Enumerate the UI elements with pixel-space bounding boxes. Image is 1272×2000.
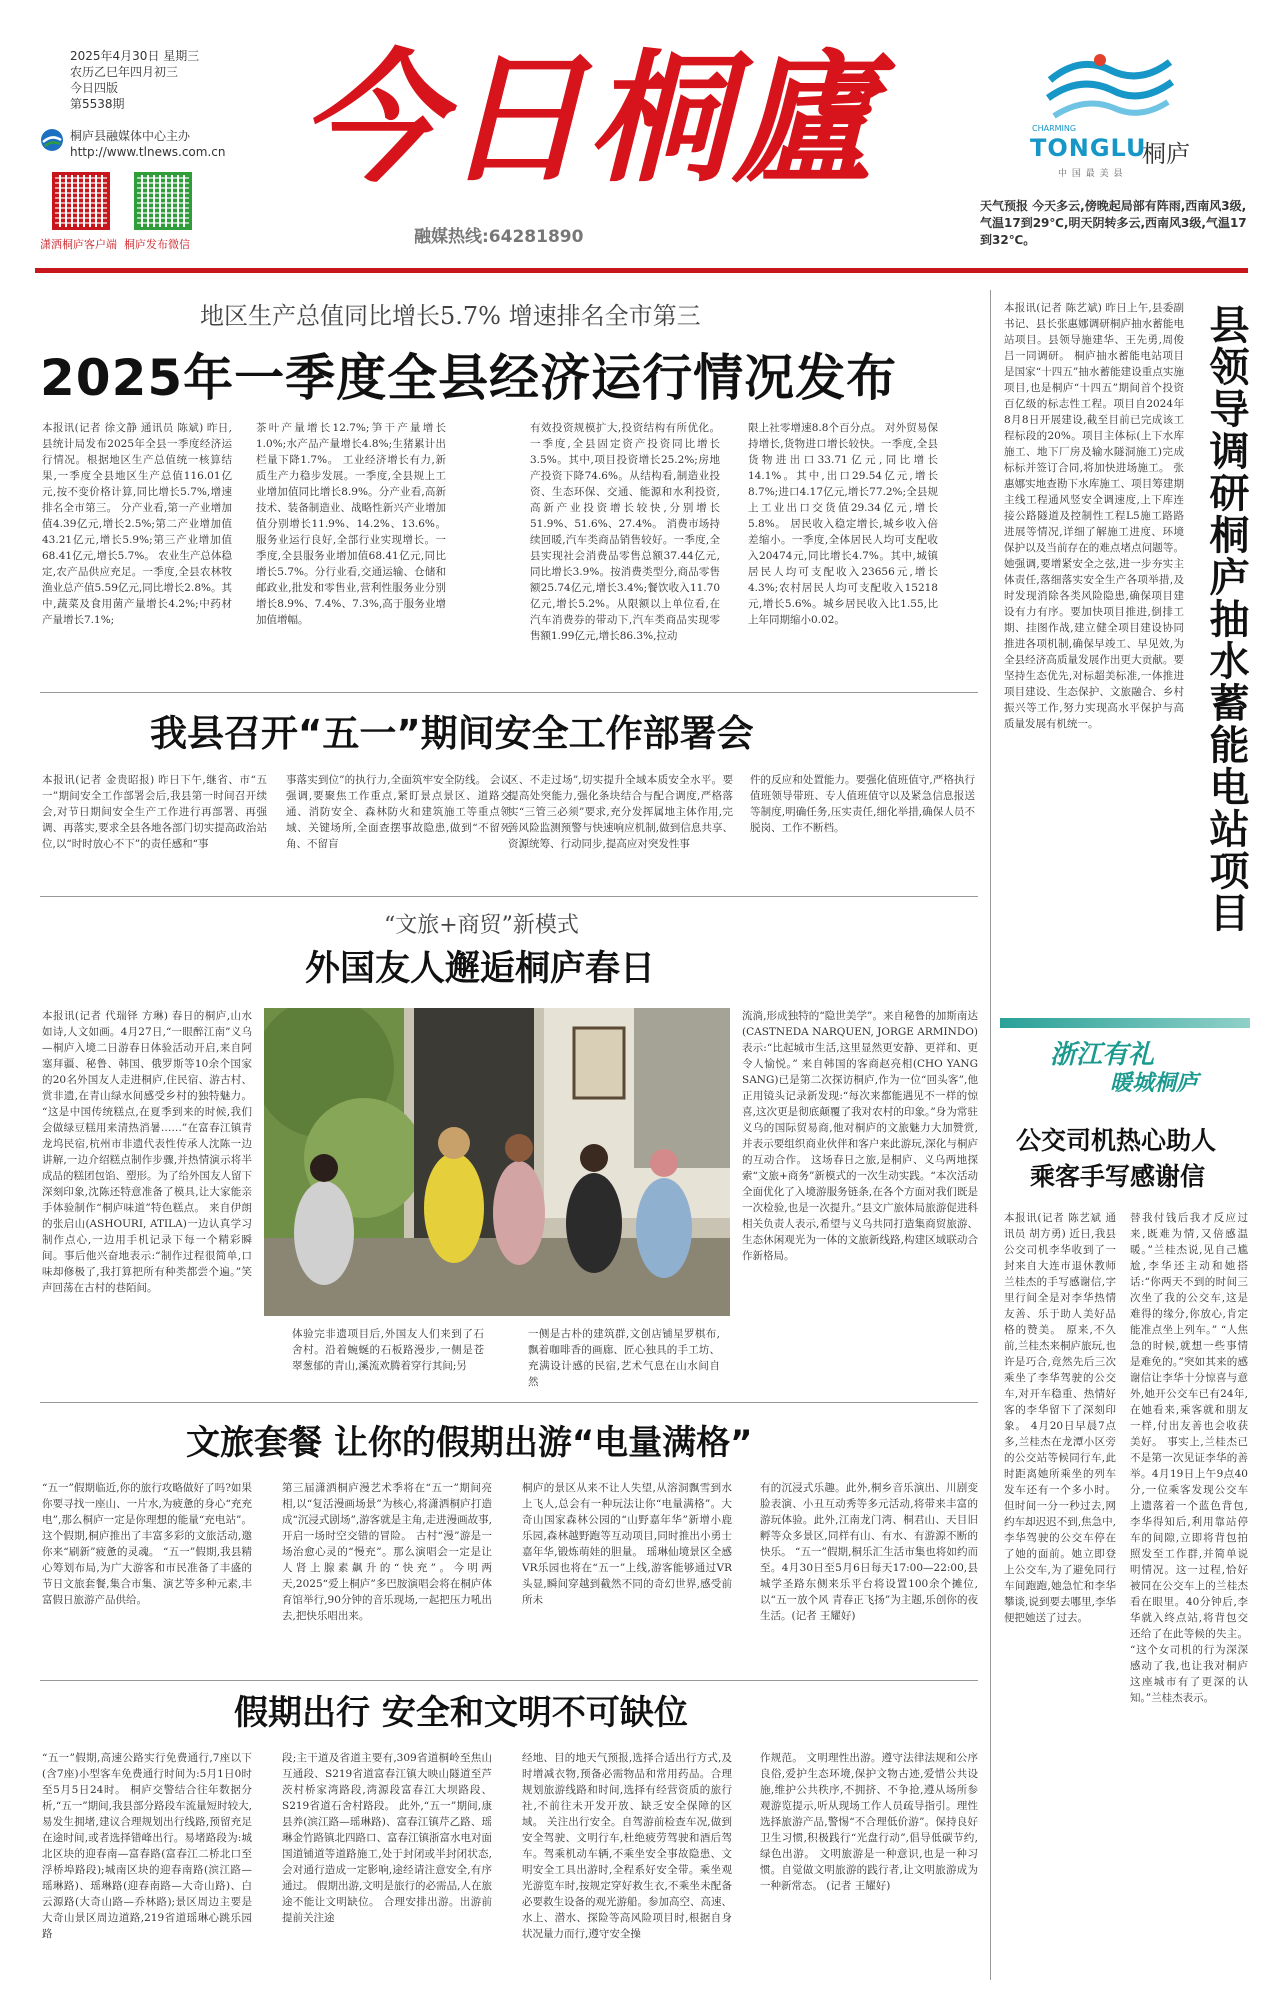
article1-title: 2025年一季度全县经济运行情况发布 (40, 349, 898, 407)
website-link[interactable]: http://www.tlnews.com.cn (70, 145, 226, 159)
article5-col3: 经地、目的地天气预报,选择合适出行方式,及时增减衣物,预备必需物品和常用药品。合理规划旅游线路和时间,选择有经营资质的旅行社,不前往未开发开放、缺乏安全保障的区域。 关注出行安全。自驾游前检查车况,做到安全驾驶、文明行车,杜绝疲劳驾驶和酒后驾车。驾乘机动车辆,不乘坐安全事故隐患、文明安全工具出游时,全程系好安全带。乘坐观光游览车时,按规定穿好救生衣,不乘坐未配备必要救生设备的观光游船。参加高空、高速、水上、潜水、探险等高风险项目时,根据自身状况量力而行,遵守安全操 (522, 1752, 732, 1940)
divider (40, 896, 978, 897)
slogan-line1: 浙江有礼 (1050, 1040, 1155, 1070)
divider (40, 1680, 978, 1681)
article5-col2: 段;主干道及省道主要有,309省道桐岭至焦山互通段、S219省道富春江镇大映山隧道至芦茨村桥家湾路段,湾源段富春江大坝路段、S219省道石舍村路段。 此外,“五一”期间,康县养(滨江路—瑶琳路)、富春江镇芹乙路、瑶琳金竹路镇北四路口、富春江镇浙富水电对面国道铺道等道路施工,处于封闭或半封闭状态,会对通行造成一定影响,途经请注意安全,有序通过。 假期出游,文明是旅行的必需品,人在旅途不能让文明缺位。 合理安排出游。出游前提前关注途 (282, 1752, 492, 1924)
brand-cn: 桐庐 (1142, 140, 1190, 168)
article1-subtitle: 地区生产总值同比增长5.7% 增速排名全市第三 (200, 302, 701, 330)
slogan-line2: 暖城桐庐 (1110, 1071, 1199, 1096)
article4-col4: 有的沉浸式乐趣。此外,桐乡音乐演出、川剧变脸表演、小丑互动秀等多元活动,将带来丰富的游玩体验。此外,江南龙门湾、桐君山、天目旧孵等众多景区,同样有山、有水、有游源不断的快乐。 “五一”假期,桐乐汇生活市集也将如约而至。4月30日至5月6日每天17:00—22:00,县城学圣路东侧来乐平台将设置100余个摊位,以“五一放个风 青春正飞扬”为主题,乐创你的夜生活。(记者 王耀好) (760, 1482, 978, 1622)
newspaper-title: 今日桐廬 (300, 37, 876, 202)
sidebar1-title: 县领导调研桐庐抽水蓄能电站项目 (1203, 304, 1249, 934)
article3-col-left: 本报讯(记者 代瑞铎 方琳) 春日的桐庐,山水如诗,人文如画。4月27日,“一眼醉江南”义乌—桐庐入境二日游春日体验活动开启,来自阿塞拜疆、秘鲁、韩国、俄罗斯等10余个国家的20名外国友人走进桐庐,住民宿、游古村、赏非遗,在青山绿水间感受乡村的独特魅力。 “这是中国传统糕点,在夏季到来的时候,我们会做绿豆糕用来清热消暑……”在富春江镇青龙坞民宿,杭州市非遗代表性传承人沈陈一边讲解,一边介绍糕点制作步骤,并热情演示将半成品的糕团包馅、塑形。为了给外国友人留下深刻印象,沈陈还特意准备了模具,让大家能亲手体验制作“桐庐味道”特色糕点。 来自伊朗的张启山(ASHOURI, ATILA)一边认真学习制作点心,一边用手机记录下每一个精彩瞬间。事后他兴奋地表示:“制作过程很简单,口味却修极了,我打算把所有种类都尝个遍。”笑声回荡在古村的巷陌间。 (42, 1010, 252, 1294)
client-qr-code[interactable] (52, 172, 110, 230)
media-center-logo (40, 128, 64, 152)
media-center-logo-icon (40, 128, 64, 152)
sponsor-text: 桐庐县融媒体中心主办 (70, 129, 191, 143)
client-qr-label: 潇洒桐庐客户端 (40, 238, 117, 251)
sidebar2-title-line1: 公交司机热心助人 (1016, 1126, 1217, 1155)
article4-col2: 第三届潇洒桐庐漫艺术季将在“五一”期间亮相,以“复活漫画场景”为核心,将潇洒桐庐打造成“沉浸式剧场”,游客就是主角,走进漫画故事,开启一场时空交错的冒险。 古村“漫”游是一场治愈心灵的“慢充”。那么演唱会一定是让人肾上腺素飙升的“快充”。今明两天,2025“爱上桐庐”多巴胺演唱会将在桐庐体育馆举行,90分钟的音乐现场,一起把压力吼出去,把快乐唱出来。 (282, 1482, 492, 1622)
article1-col1: 本报讯(记者 徐文静 通讯员 陈斌) 昨日,县统计局发布2025年全县一季度经济运行情况。根据地区生产总值统一核算结果,一季度全县地区生产总值116.01亿元,按不变价格计算,同比增长5.7%,增速排名全市第三。 分产业看,第一产业增加值4.39亿元,增长2.5%;第二产业增加值43.21亿元,增长5.9%;第三产业增加值68.41亿元,增长5.7%。 农业生产总体稳定,农产品供应充足。一季度,全县农林牧渔业总产值5.59亿元,同比增长2.8%。其中,蔬菜及食用菌产量增长4.2%;中药材产量增长7.1%; (42, 422, 232, 626)
edition-line: 今日四版 (70, 81, 119, 95)
issue-line: 第5538期 (70, 97, 125, 111)
charming-tonglu-logo (1040, 50, 1180, 130)
sidebar-divider (990, 290, 991, 1980)
article1-col4: 限上社零增速8.8个百分点。 对外贸易保持增长,货物进口增长较快。一季度,全县货物进出口33.71亿元,同比增长14.1%。其中,出口29.54亿元,增长8.7%;进口4.17亿元,增长77.2%;全县规上工业出口交货值29.34亿元,增长5.8%。 居民收入稳定增长,城乡收入倍差缩小。一季度,全体居民人均可支配收入20474元,同比增长4.7%。其中,城镇居民人均可支配收入23656元,增长4.3%;农村居民人均可支配收入15218元,增长5.6%。城乡居民收入比1.55,比上年同期缩小0.02。 (748, 422, 938, 626)
article2-col4: 件的反应和处置能力。要强化值班值守,严格执行值班领导带班、专人值班值守以及紧急信息报送等制度,明确任务,压实责任,细化举措,确保人员不脱岗、工作不断档。 (750, 774, 975, 834)
article1-col2: 茶叶产量增长12.7%;笋干产量增长1.0%;水产品产量增长4.8%;生猪累计出栏量下降1.7%。 工业经济增长有力,新质生产力稳步发展。一季度,全县规上工业增加值同比增长8.9%。分产业看,高新技术、装备制造业、战略性新兴产业增加值分别增长11.9%、14.2%、13.6%。 服务业运行良好,全部行业实现增长。一季度,全县服务业增加值68.41亿元,同比增长5.7%。分行业看,交通运输、仓储和邮政业,批发和零售业,营利性服务业分别增长8.9%、7.4%、7.3%,高于服务业增加值增幅。 (256, 422, 446, 626)
article4-col3: 桐庐的景区从来不让人失望,从溶洞飘雪到水上飞人,总会有一种玩法让你“电量满格”。大奇山国家森林公园的“山野嘉年华”新增小鹿乐园,森林越野跑等互动项目,同时推出小勇士嘉年华,锻炼萌娃的胆量。 瑶琳仙境景区全感VR乐园也将在“五一”上线,游客能够通过VR头显,瞬间穿越到截然不同的奇幻世界,感受前所未 (522, 1482, 732, 1606)
sidebar2-col2: 替我付钱后我才反应过来,既难为情,又倍感温暖。”兰桂杰说,见自己尴尬,李华还主动和她搭话:“你两天不到的时间三次坐了我的公交车,这是难得的缘分,你放心,肯定能准点坐上列车。” “人焦急的时候,就想一些事情是难免的。”突如其来的感谢信让李华十分惊喜与意外,她开公交车已有24年,在她看来,乘客就和朋友一样,付出友善也会收获美好。 事实上,兰桂杰已不是第一次见证李华的善举。4月19日上午9点40分,一位乘客发现公交车上遗落着一个蓝色背包,李华得知后,利用靠站停车的间隙,立即将背包拍照发至工作群,并简单说明情况。这一过程,恰好被同在公交车上的兰桂杰看在眼里。40分钟后,李华就入终点站,将背包交还给了在此等候的失主。 “这个女司机的行为深深感动了我,也让我对桐庐这座城市有了更深的认知。”兰桂杰表示。 (1130, 1212, 1248, 1704)
masthead-rule (35, 268, 1248, 273)
brand-sub: 中 国 最 美 县 (1058, 169, 1124, 179)
divider (40, 692, 978, 693)
sidebar2-title-line2: 乘客手写感谢信 (1030, 1162, 1206, 1191)
article4-title: 文旅套餐 让你的假期出游“电量满格” (186, 1423, 753, 1463)
article3-caption-a: 体验完非遗项目后,外国友人们来到了石舍村。沿着蜿蜒的石板路漫步,一侧是苍翠葱郁的青山,溪流欢腾着穿行其间;另 (292, 1328, 484, 1372)
article3-col-right: 流淌,形成独特的“隐世美学”。来自秘鲁的加斯南达(CASTNEDA NARQUEN, JORGE ARMINDO)表示:“比起城市生活,这里显然更安静、更祥和、更令人愉悦。” 来自韩国的客商赵亮相(CHO YANG SANG)已是第二次探访桐庐,作为一位“回头客”,他正用镜头记录新发现:“每次来都能遇见不一样的惊喜,这次更是彻底颠覆了我对农村的印象。”身为常驻义乌的国际贸易商,他对桐庐的文旅魅力大加赞赏,并表示要组织商业伙伴和客户来此游玩,深化与桐庐的互动合作。 这场春日之旅,是桐庐、义乌两地探索“文旅+商务”新模式的一次生动实践。“本次活动全面优化了入境游服务链条,在各个方面对我们既是一次检验,也是一次提升。”县文广旅体局旅游促进科相关负责人表示,希望与义乌共同打造集商贸旅游、生态休闲观光为一体的文旅新线路,构建区域联动合作新格局。 (742, 1010, 978, 1262)
hotline: 融媒热线:64281890 (414, 227, 584, 247)
article3-title: 外国友人邂逅桐庐春日 (305, 949, 656, 989)
lunar-line: 农历乙巳年四月初三 (70, 65, 179, 79)
brand-tonglu: TONGLU (1030, 134, 1147, 162)
article1-col3: 有效投资规模扩大,投资结构有所优化。一季度,全县固定资产投资同比增长3.5%。其中,项目投资增长25.2%;房地产投资下降74.6%。从结构看,制造业投资、生态环保、交通、能源和水利投资,高新产业投资增长较快,分别增长51.9%、51.6%、27.4%。 消费市场持续回暖,汽车类商品销售较好。一季度,全县实现社会消费品零售总额37.44亿元,同比增长3.9%。按消费类型分,商品零售额25.74亿元,增长3.4%;餐饮收入11.70亿元,增长5.2%。从限额以上单位看,在汽车消费券的带动下,汽车类商品实现零售额1.99亿元,增长86.3%,拉动 (530, 422, 720, 642)
date-line: 2025年4月30日 星期三 (70, 49, 200, 63)
article2-col3: 区、不走过场”,切实提升全域本质安全水平。要提高处突能力,强化条块结合与配合调度,严格落实“三管三必须”要求,充分发挥属地主体作用,完善风险监测预警与快速响应机制,做到信息共享、资源统筹、行动同步,提高应对突发性事 (508, 774, 733, 850)
article5-col4: 作规范。 文明理性出游。遵守法律法规和公序良俗,爱护生态环境,保护文物古迹,爱惜公共设施,维护公共秩序,不拥挤、不争抢,遵从场所参观游览提示,听从现场工作人员疏导指引。理性选择旅游产品,警惕“不合理低价游”。保持良好卫生习惯,积极践行“光盘行动”,倡导低碳节约,绿色出游。 文明旅游是一种意识,也是一种习惯。自觉做文明旅游的践行者,让文明旅游成为一种新常态。 (记者 王耀好) (760, 1752, 978, 1892)
wechat-qr-label: 桐庐发布微信 (124, 238, 190, 251)
weather-forecast: 天气预报 今天多云,傍晚起局部有阵雨,西南风3级,气温17到29℃,明天阴转多云,西南风3级,气温17到32℃。 (980, 199, 1247, 247)
slogan-stripe (1000, 1018, 1250, 1028)
article4-col1: “五一”假期临近,你的旅行攻略做好了吗?如果你要寻找一座山、一片水,为疲惫的身心“充充电”,那么桐庐一定是你理想的能量“充电站”。这个假期,桐庐推出了丰富多彩的文旅活动,邀你来“刷新”疲惫的灵魂。 “五一”假期,我县精心筹划布局,为广大游客和市民准备了丰盛的节日文旅套餐,集合市集、演艺等多种元素,丰富假日旅游产品供给。 (42, 1482, 252, 1606)
outdoor-gathering-photo-icon (264, 1008, 730, 1316)
article3-photo (264, 1008, 730, 1316)
divider (40, 1402, 978, 1403)
wechat-qr-code[interactable] (134, 172, 192, 230)
sidebar1-body: 本报讯(记者 陈艺斌) 昨日上午,县委副书记、县长张惠娜调研桐庐抽水蓄能电站项目。县领导施建华、王先勇,周俊吕一同调研。 桐庐抽水蓄能电站项目是国家“十四五”抽水蓄能建设重点实施项目,也是桐庐“十四五”期间首个投资百亿级的标志性工程。项目自2024年8月8日开展建设,截至目前已完成该工程标段的20%。项目主体标(上下水库施工、地下厂房及输水隧洞施工)完成标标并签订合同,将加快进场施工。 张惠娜实地查勘下水库施工、项目筹建期主线工程通风竖安全调速度,上下库连接公路隧道及控制性工程L5施工路路进展等情况,详细了解施工进度、环境保护以及当前存在的难点堵点问题等。她强调,要增紧安全之弦,进一步夯实主体责任,落细落实安全生产各项举措,及时发现消除各类风险隐患,确保项目建设有力有序。要加快项目推进,倒排工期、挂图作战,建立健全项目建设协同推进各项机制,确保早竣工、早见效,为全县经济高质量发展作出更大贡献。要坚持生态优先,对标超美标准,一体推进项目建设、生态保护、文旅融合、乡村振兴等工作,努力实现高水平保护与高质量发展有机统一。 (1004, 302, 1184, 730)
brand-charming: CHARMING (1032, 124, 1077, 133)
article2-col2: 事落实到位”的执行力,全面筑牢安全防线。 会议强调,要聚焦工作重点,紧盯景点景区、道路交通、消防安全、森林防火和建筑施工等重点领域、关键场所,全面查摆事故隐患,做到“不留死角、不留盲 (286, 774, 511, 850)
article5-title: 假期出行 安全和文明不可缺位 (234, 1693, 688, 1733)
wave-logo-icon (1040, 50, 1180, 130)
sidebar2-col1: 本报讯(记者 陈艺斌 通讯员 胡方勇) 近日,我县公交司机李华收到了一封来自大连市退休教师兰桂杰的手写感谢信,字里行间全是对李华热情友善、乐于助人美好品格的赞美。 原来,不久前,兰桂杰来桐庐旅玩,也许是巧合,竟然先后三次乘坐了李华驾驶的公交车,对开车稳重、热情好客的李华留下了深刻印象。 4月20日早晨7点多,兰桂杰在龙潭小区旁的公交站等候同行车,此时距离她所乘坐的列车发车还有一个多小时。但时间一分一秒过去,网约车却迟迟不到,焦急中,李华驾驶的公交车停在了她的面前。她立即登上公交车,为了避免同行车间跑跑,她急忙和李华攀谈,说到要去哪里,李华便把她送了过去。 (1004, 1212, 1116, 1624)
article5-col1: “五一”假期,高速公路实行免费通行,7座以下(含7座)小型客车免费通行时间为:5月1日0时至5月5日24时。 桐庐交警结合往年数据分析,“五一”期间,我县部分路段车流量短时较大,易发生拥堵,建议合理规划出行线路,预留充足在途时间,或者选择错峰出行。易堵路段为:城北区块的迎春南—富春路(富春江二桥北口至浮桥埠路段);城南区块的迎春南路(滨江路—瑶琳路)、瑶琳路(迎春南路—大奇山路)、白云源路(大奇山路—乔林路);景区周边主要是大奇山景区周边道路,219省道瑶琳心跳乐园路 (42, 1752, 252, 1940)
article2-title: 我县召开“五一”期间安全工作部署会 (150, 712, 754, 755)
article3-caption-b: 一侧是古朴的建筑群,文创店铺星罗棋布,飘着咖啡香的画廊、匠心独具的手工坊、充满设计感的民宿,艺术气息在山水间自然 (528, 1328, 720, 1388)
article3-subtitle: “文旅+商贸”新模式 (384, 913, 579, 938)
article2-col1: 本报讯(记者 金贵昭报) 昨日下午,继省、市“五一”期间安全工作部署会后,我县第一时间召开续会,对节日期间安全生产工作进行再部署、再强调、再落实,要求全县各地各部门切实提高政治站位,以“时时放心不下”的责任感和“事 (42, 774, 267, 850)
